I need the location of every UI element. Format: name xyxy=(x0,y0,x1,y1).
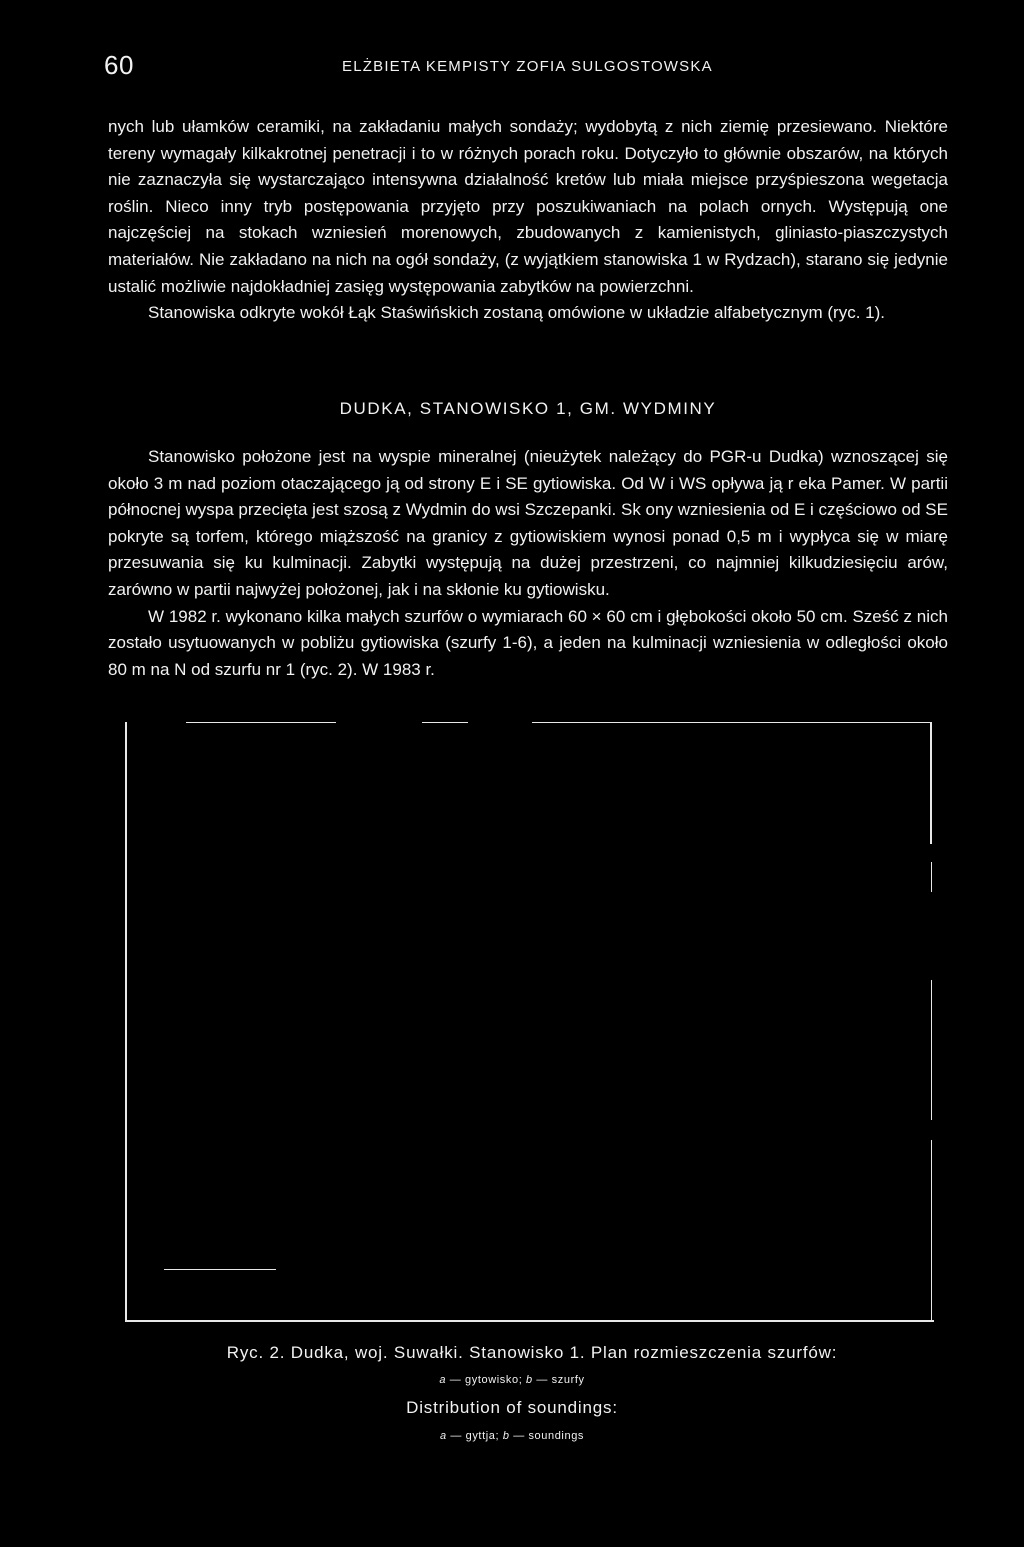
page-header xyxy=(0,50,1024,80)
page-number: 60 xyxy=(104,50,134,80)
figure-frame-line xyxy=(422,722,468,723)
legend-letter: a xyxy=(439,1374,447,1386)
running-head-authors: ELŻBIETA KEMPISTY ZOFIA SULGOSTOWSKA xyxy=(342,58,713,75)
figure-frame-line xyxy=(931,980,932,1120)
legend-letter: a xyxy=(439,1430,447,1442)
figure-frame-line xyxy=(125,722,127,1322)
figure-caption-english: Distribution of soundings: xyxy=(406,1398,618,1417)
figure-legend xyxy=(0,1374,1024,1386)
site-description xyxy=(108,444,948,683)
site-paragraph: W 1982 r. wykonano kilka małych szurfów o wymiarach 60 × 60 cm i głębokości około 50 cm. Sześć z nich zostało usytuowanych w pobliżu gytiowiska (szurfy 1-6), a jeden na kulminacji wzniesienia w odległości około 80 m na N od szurfu nr 1 (ryc. 2). W 1983 r. xyxy=(108,606,948,679)
figure-plan-of-soundings xyxy=(122,712,934,1332)
figure-inner-line xyxy=(164,1269,276,1270)
legend-text: — szurfy xyxy=(536,1374,585,1386)
figure-frame-line xyxy=(930,722,932,844)
section-heading: DUDKA, STANOWISKO 1, GM. WYDMINY xyxy=(339,399,717,418)
legend-text: — soundings xyxy=(513,1430,585,1442)
figure-frame-line xyxy=(125,1320,934,1322)
legend-text: — gyttja; xyxy=(450,1430,500,1442)
figure-caption: Ryc. 2. Dudka, woj. Suwałki. Stanowisko 1. Plan rozmieszczenia szurfów: xyxy=(226,1343,838,1362)
figure-frame-line xyxy=(931,862,932,892)
intro-paragraph: nych lub ułamków ceramiki, na zakładaniu małych sondaży; wydobytą z nich ziemię przesiewano. Niektóre tereny wymagały kilkakrotnej penetracji i to w różnych porach roku. Dotyczyło to głównie obszarów, na których nie zaznaczyła się wystarczająco intensywna działalność kretów lub miała miejsce przyśpieszona wegetacja roślin. Nieco inny tryb postępowania przyjęto przy poszukiwaniach na polach ornych. Występują one najczęściej na stokach wzniesień morenowych, zbudowanych z kamienistych, gliniasto-piaszczystych materiałów. Nie zakładano na nich na ogół sondaży, (z wyjątkiem stanowiska 1 w Rydzach), starano się jedynie ustalić możliwie najdokładniej zasięg występowania zabytków na powierzchni. xyxy=(108,117,948,296)
figure-frame-line xyxy=(532,722,932,723)
legend-letter: b xyxy=(502,1430,510,1442)
figure-legend-english xyxy=(0,1430,1024,1442)
intro-paragraph: Stanowiska odkryte wokół Łąk Staświńskich zostaną omówione w układzie alfabetycznym (ryc. 1). xyxy=(148,303,885,323)
figure-frame-line xyxy=(931,1140,932,1322)
intro-text xyxy=(108,114,948,327)
site-paragraph: Stanowisko położone jest na wyspie mineralnej (nieużytek należący do PGR-u Dudka) wznoszącej się około 3 m nad poziom otaczającego ją od strony E i SE gytiowiska. Od W i WS opływa ją r eka Pamer. W partii północnej wyspa przecięta jest szosą z Wydmin do wsi Szczepanki. Sk ony wzniesienia od E i częściowo od SE pokryte są torfem, którego miąższość na granicy z gytiowiskiem wynosi ponad 0,5 m i wypłyca się w miarę przesuwania się ku kulminacji. Zabytki występują na dużej przestrzeni, co najmniej kilkudziesięciu arów, zarówno w partii najwyżej położonej, jak i na skłonie ku gytiowisku. xyxy=(108,447,948,599)
legend-letter: b xyxy=(526,1374,533,1386)
figure-frame-line xyxy=(186,722,336,723)
legend-text: — gytowisko; xyxy=(449,1374,523,1386)
